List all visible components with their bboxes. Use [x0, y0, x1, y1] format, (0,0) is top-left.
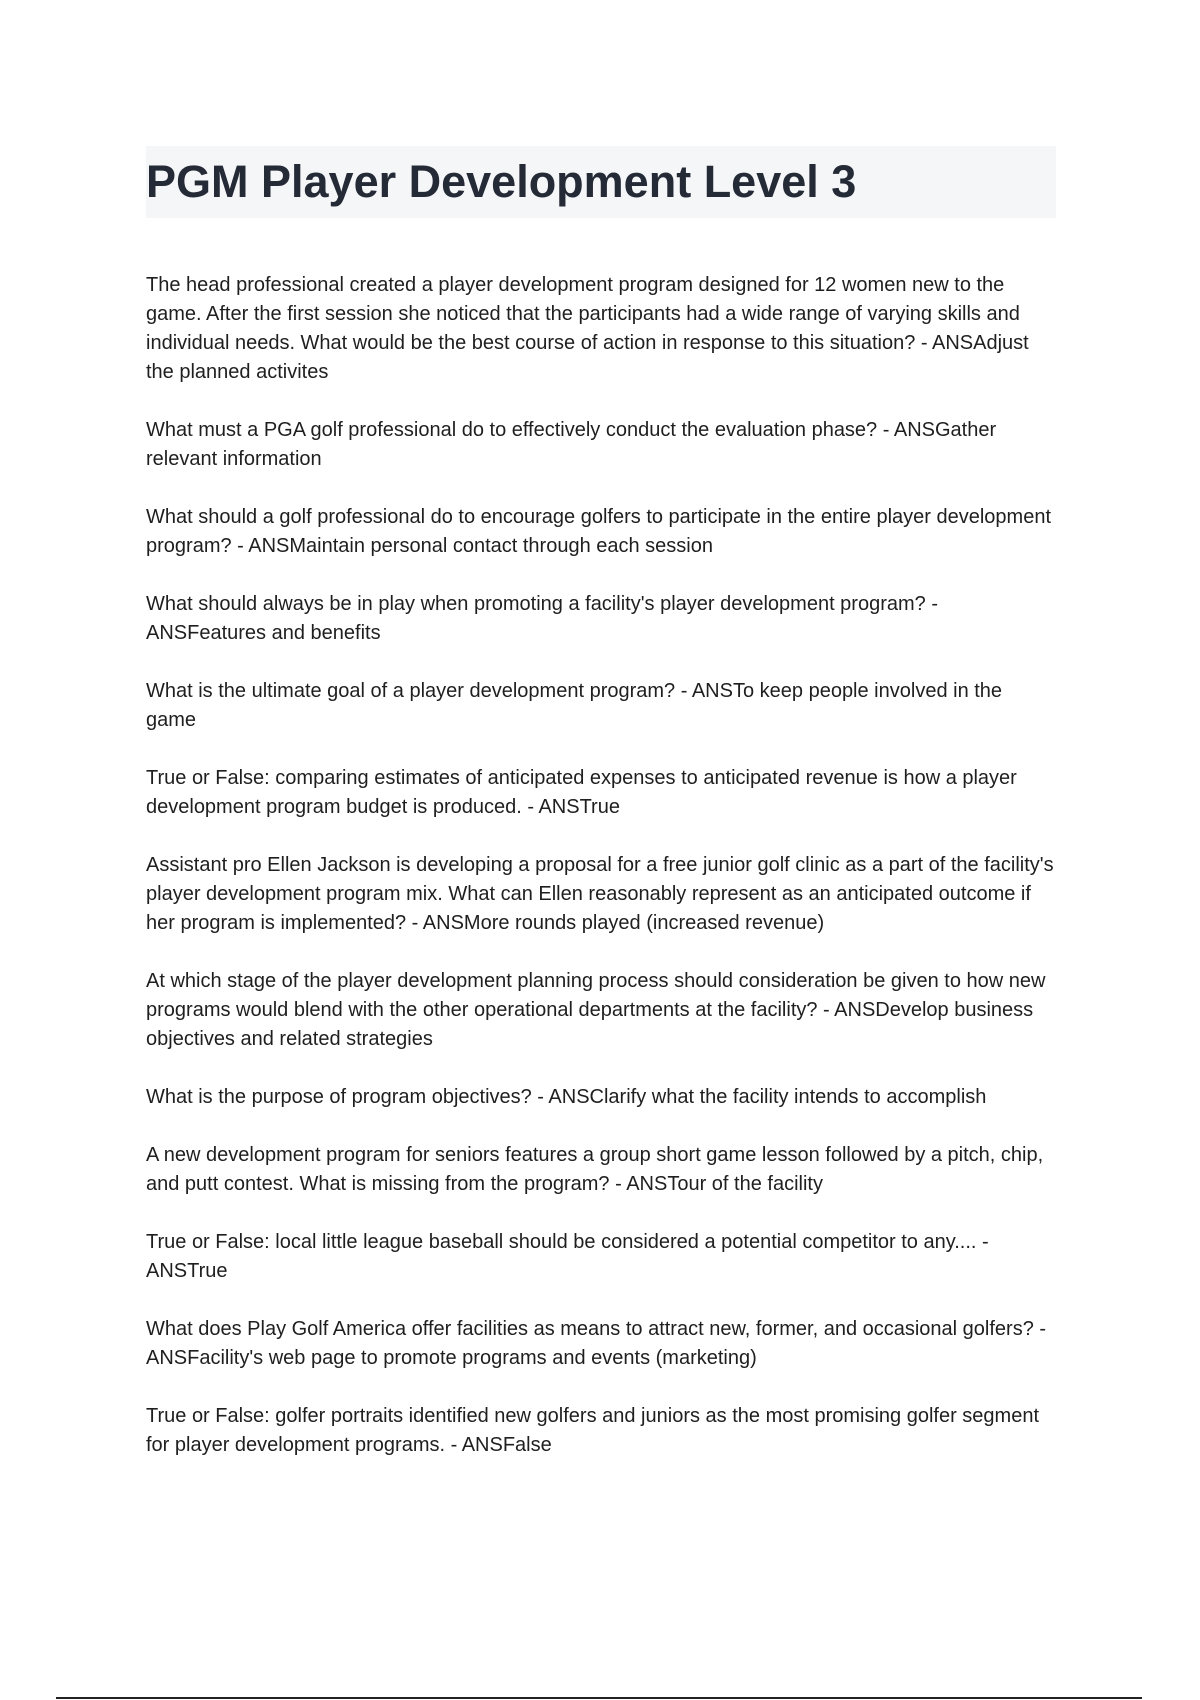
qa-list [146, 271, 1056, 1489]
title-band [146, 146, 1056, 218]
qa-item-7: Assistant pro Ellen Jackson is developing a proposal for a free junior golf clinic as a part of the facility's player development program mix. What can Ellen reasonably represent as an anticipated outcome if her program is implemented? - ANSMore rounds played (increased revenue) [146, 854, 1054, 934]
qa-item-9: What is the purpose of program objectives? - ANSClarify what the facility intends to accomplish [146, 1086, 987, 1108]
qa-item-5: What is the ultimate goal of a player development program? - ANSTo keep people involved in the game [146, 680, 1003, 731]
qa-item-3: What should a golf professional do to encourage golfers to participate in the entire player development program? - ANSMaintain personal contact through each session [146, 506, 1051, 557]
page-title: PGM Player Development Level 3 [146, 156, 857, 207]
qa-item-8: At which stage of the player development planning process should consideration be given to how new programs would blend with the other operational departments at the facility? - ANSDevelop business objectives and related strategies [146, 970, 1046, 1050]
qa-item-11: True or False: local little league baseball should be considered a potential competitor to any.... - ANSTrue [146, 1231, 989, 1282]
qa-item-2: What must a PGA golf professional do to effectively conduct the evaluation phase? - ANSGather relevant information [146, 419, 997, 470]
qa-item-6: True or False: comparing estimates of anticipated expenses to anticipated revenue is how a player development program budget is produced. - ANSTrue [146, 767, 1017, 818]
qa-item-4: What should always be in play when promoting a facility's player development program? - ANSFeatures and benefits [146, 593, 938, 644]
qa-item-1: The head professional created a player development program designed for 12 women new to the game. After the first session she noticed that the participants had a wide range of varying skills and individual needs. What would be the best course of action in response to this situation? - ANSAdjust the planned activites [146, 274, 1029, 383]
qa-item-13: True or False: golfer portraits identified new golfers and juniors as the most promising golfer segment for player development programs. - ANSFalse [146, 1405, 1040, 1456]
footer-rule [56, 1697, 1142, 1699]
qa-item-12: What does Play Golf America offer facilities as means to attract new, former, and occasional golfers? - ANSFacility's web page to promote programs and events (marketing) [146, 1318, 1047, 1369]
qa-item-10: A new development program for seniors features a group short game lesson followed by a pitch, chip, and putt contest. What is missing from the program? - ANSTour of the facility [146, 1144, 1044, 1195]
